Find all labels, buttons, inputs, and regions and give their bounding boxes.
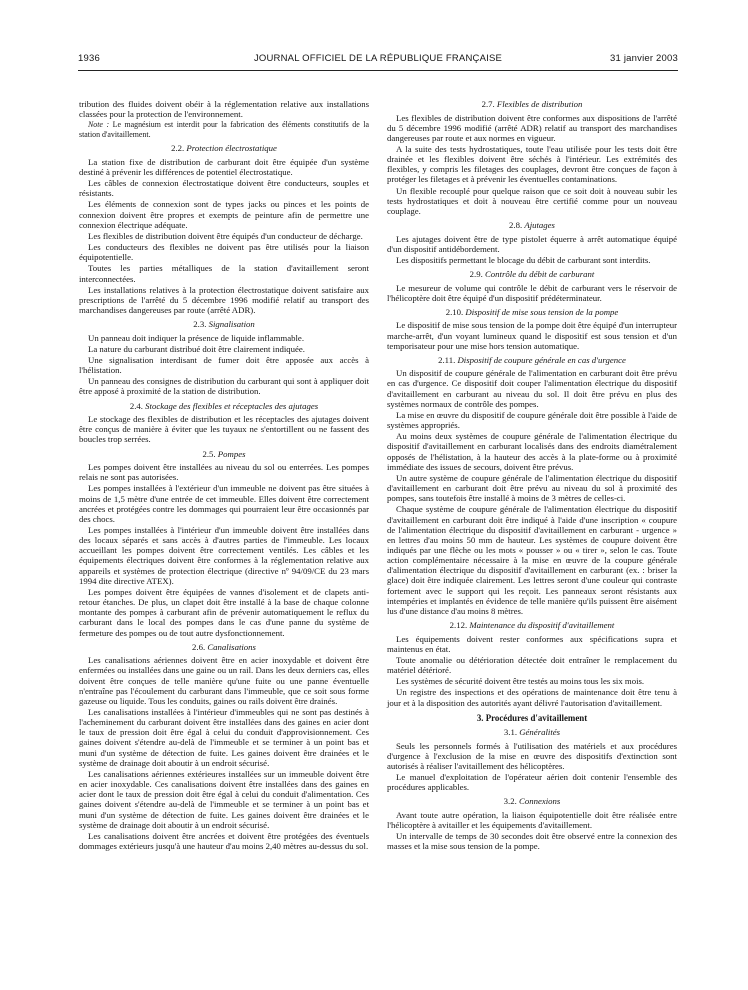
paragraph: Les éléments de connexion sont de types jacks ou pinces et les points de connexion doivent être propres et exempts de peinture afin de permettre une connexion électrique adéquate.: [79, 199, 369, 230]
note-paragraph: [79, 120, 369, 139]
paragraph: Les canalisations doivent être ancrées et doivent être protégées des éventuels dommages extérieurs jusqu'à une hauteur d'au moins 2,40 mètres au-dessus du sol.: [79, 830, 369, 852]
paragraph: Un panneau des consignes de distribution du carburant qui sont à appliquer doit être apposé à proximité de la station de distribution.: [79, 376, 369, 397]
paragraph: Les flexibles de distribution doivent être conformes aux dispositions de l'arrêté du 5 décembre 1996 modifié (arrêté ADR) relatif au transport des marchandises dangereuses par route et aux normes en vigueur.: [387, 112, 677, 143]
paragraph: Les câbles de connexion électrostatique doivent être conducteurs, souples et résistants.: [79, 178, 369, 199]
section-heading-2-6: 2.6. Canalisations: [192, 641, 256, 652]
paragraph: Les dispositifs permettant le blocage du débit de carburant sont interdits.: [396, 254, 651, 265]
paragraph: tribution des fluides doivent obéir à la réglementation relative aux installations classées pour la protection de l'environnement.: [79, 99, 369, 120]
section-heading-2-8: 2.8. Ajutages: [509, 220, 555, 231]
paragraph: Chaque système de coupure générale de l'alimentation électrique du dispositif d'avitaillement en carburant doit être indiqué à l'aide d'une inscription « coupure de l'alimentation électrique du dispositif d'avitaillement en carburant - urgence » en lettres d'au moins 50 mm de hauteur. Les systèmes de coupure doivent être indiqués par une flèche ou les mots « pousser » ou « tirer », selon le cas. Toute action complémentaire nécessaire à la mise en œuvre de la coupure générale d'alimentation électrique du dispositif d'avitaillement en carburant (ex. : briser la glace) doit être indiquée clairement. Les lettres seront d'une couleur qui contraste fortement avec le support qui les reçoit. Les panneaux seront résistants aux intempéries et implantés en évidence de telle manière qu'ils puissent être aisément lus d'une distance d'au moins 8 mètres.: [387, 504, 677, 616]
paragraph: Le stockage des flexibles de distribution et les réceptacles des ajutages doivent être conçus de manière à éviter que les tuyaux ne s'entortillent ou ne fassent des boucles trop serrées.: [79, 414, 369, 445]
section-heading-2-7: 2.7. Flexibles de distribution: [481, 99, 583, 109]
section-heading-2-5: 2.5. Pompes: [202, 448, 246, 459]
paragraph: Au moins deux systèmes de coupure générale de l'alimentation électrique du dispositif d'avitaillement en carburant localisés dans des endroits diamétralement opposés de l'hélistation, à la hauteur des accès à la plate-forme ou à proximité immédiate des issues de secours, doivent être prévus.: [387, 431, 677, 472]
paragraph: Les pompes installées à l'intérieur d'un immeuble doivent être installées dans des locaux séparés et sans accès à d'autres parties de l'immeuble. Les locaux accueillant les pompes doivent être correctement ventilés. Les câbles et les équipements électriques doivent être conformes à la réglementation relative aux appareils et systèmes de protection électrique (directive nº 94/09/CE du 23 mars 1994 dite directive ATEX).: [79, 525, 369, 586]
paragraph: Toutes les parties métalliques de la station d'avitaillement seront interconnectées.: [79, 263, 369, 284]
header-rule: [78, 70, 678, 71]
paragraph: Les conducteurs des flexibles ne doivent pas être utilisés pour la liaison équipotentielle.: [79, 242, 369, 263]
paragraph: Les pompes doivent être équipées de vannes d'isolement et de clapets anti-retour étanches. De plus, un clapet doit être installé à la base de chaque colonne montante des pompes à carburant afin de prévenir automatiquement le reflux du carburant dans le local des pompes dans le cas d'une panne du système de fermeture des pompes ou de tout autre dysfonctionnement.: [79, 586, 369, 638]
paragraph: Les installations relatives à la protection électrostatique doivent satisfaire aux prescriptions de l'arrêté du 5 décembre 1996 modifié relatif au transport des marchandises dangereuses par route (arrêté ADR).: [79, 284, 369, 315]
paragraph: La nature du carburant distribué doit être clairement indiquée.: [88, 343, 305, 354]
page-header: [78, 53, 678, 67]
note-text: Le magnésium est interdit pour la fabrication des éléments constitutifs de la station d'avitaillement.: [79, 120, 369, 139]
paragraph: Seuls les personnels formés à l'utilisation des matériels et aux procédures d'urgence à l'exclusion de la mise en œuvre des dispositifs d'extinction sont autorisés à réaliser l'avitaillement des hélicoptères.: [387, 740, 677, 771]
section-heading-2-12: 2.12. Maintenance du dispositif d'avitaillement: [449, 620, 615, 631]
paragraph: Les équipements doivent rester conformes aux spécifications supra et maintenus en état.: [387, 633, 677, 654]
paragraph: Un dispositif de coupure générale de l'alimentation en carburant doit être prévu en cas d'urgence. Ce dispositif doit couper l'alimentation électrique du dispositif d'avitaillement en carburant au niveau du sol. Il doit être prévu en plus des systèmes normaux de contrôle des pompes.: [387, 368, 677, 409]
section-heading-3-1: 3.1. Généralités: [503, 727, 561, 738]
paragraph: Le manuel d'exploitation de l'opérateur aérien doit contenir l'ensemble des procédures applicables.: [387, 772, 677, 793]
paragraph: Les systèmes de sécurité doivent être testés au moins tous les six mois.: [396, 676, 645, 687]
paragraph: La mise en œuvre du dispositif de coupure générale doit être possible à l'aide de systèmes appropriés.: [387, 409, 677, 431]
right-column: [387, 99, 677, 853]
section-heading-2-9: 2.9. Contrôle du débit de carburant: [469, 269, 595, 280]
paragraph: La station fixe de distribution de carburant doit être équipée d'un système destiné à prévenir les différences de potentiel électrostatique.: [79, 156, 369, 177]
paragraph: Les canalisations installées à l'intérieur d'immeubles qui ne sont pas destinés à l'acheminement du carburant doivent être installées dans des gaines en acier dont le taux de pression doit être égal à celui du conduit d'approvisionnement. Ces gaines doivent s'étendre au-delà de l'immeuble et se terminer à un point bas et muni d'un système de détection de fuite. Les gaines doivent être drainées et le système de drainage doit aboutir à un endroit sécurisé.: [79, 707, 369, 768]
paragraph: Les canalisations aériennes extérieures installées sur un immeuble doivent être en acier inoxydable. Ces canalisations doivent être installées dans des gaines en acier dont le taux de pression doit être égal à celui du conduit d'alimentation. Ces gaines doivent s'étendre au-delà de l'immeuble et se terminer à un point bas et muni d'un système de détection de fuite. Les gaines doivent être drainées et le système de drainage doit aboutir à un endroit sécurisé.: [79, 768, 369, 830]
note-label: Note :: [88, 120, 110, 130]
paragraph: Le mesureur de volume qui contrôle le débit de carburant vers le réservoir de l'hélicoptère doit être équipé d'un dispositif prédéterminateur.: [387, 282, 677, 303]
paragraph: A la suite des tests hydrostatiques, toute l'eau utilisée pour les tests doit être drainée et les flexibles doivent être séchés à l'intérieur. Les extrémités des flexibles, y compris les filetages des couplages, devront être conçues de façon à protéger les filetages et à prévenir les éventuelles contaminations.: [387, 143, 677, 185]
issue-date: 31 janvier 2003: [610, 53, 678, 64]
paragraph: Un flexible recouplé pour quelque raison que ce soit doit à nouveau subir les tests hydrostatiques et doit à nouveau être certifié comme pour un nouveau couplage.: [387, 185, 677, 216]
paragraph: Toute anomalie ou détérioration détectée doit entraîner le remplacement du matériel détérioré.: [387, 654, 677, 676]
paragraph: Avant toute autre opération, la liaison équipotentielle doit être réalisée entre l'hélicoptère à avitailler et les équipements d'avitaillement.: [387, 809, 677, 831]
paragraph: Un registre des inspections et des opérations de maintenance doit être tenu à jour et à la disposition des autorités ayant délivré l'autorisation d'avitaillement.: [387, 687, 677, 708]
paragraph: Les pompes installées à l'extérieur d'un immeuble ne doivent pas être situées à moins de 1,5 mètre d'une entrée de cet immeuble. Elles doivent être correctement ancrées et protégées contre les dommages qui pourraient leur être occasionnés par des chocs.: [79, 483, 369, 524]
section-heading-2-11: 2.11. Dispositif de coupure générale en cas d'urgence: [438, 354, 626, 365]
paragraph: Une signalisation interdisant de fumer doit être apposée aux accès à l'hélistation.: [79, 354, 369, 376]
section-heading-2-3: 2.3. Signalisation: [193, 319, 255, 330]
chapter-heading-3: 3. Procédures d'avitaillement: [476, 712, 588, 723]
paragraph: Les pompes doivent être installées au niveau du sol ou enterrées. Les pompes relais ne sont pas autorisées.: [79, 462, 369, 483]
paragraph: Les ajutages doivent être de type pistolet équerre à arrêt automatique équipé d'un dispositif antidébordement.: [387, 233, 677, 254]
left-column: [79, 99, 369, 852]
section-heading-2-10: 2.10. Dispositif de mise sous tension de la pompe: [445, 306, 619, 317]
paragraph: Un autre système de coupure générale de l'alimentation électrique du dispositif d'avitaillement en carburant doit être prévu au niveau du sol à proximité des pompes, sans toutefois être installé à moins de 3 mètres de celles-ci.: [387, 472, 677, 504]
page-number: 1936: [78, 53, 100, 64]
paragraph: Les flexibles de distribution doivent être équipés d'un conducteur de décharge.: [88, 230, 363, 241]
section-heading-2-2: 2.2. Protection électrostatique: [171, 143, 277, 154]
section-heading-3-2: 3.2. Connexions: [503, 796, 561, 807]
paragraph: Un panneau doit indiquer la présence de liquide inflammable.: [88, 332, 305, 343]
paragraph: Le dispositif de mise sous tension de la pompe doit être équipé d'un interrupteur marche-arrêt, d'un voyant lumineux quand le dispositif est sous tension et d'un temporisateur pour une mise hors tension automatique.: [387, 320, 677, 351]
paragraph: Les canalisations aériennes doivent être en acier inoxydable et doivent être enfermées ou installées dans une gaine ou un rail. Dans les deux derniers cas, elles doivent être conçues de telle manière qu'une fuite ou une panne éventuelle n'entraîne pas l'écoulement du carburant dans l'immeuble, que ce soit sous forme gazeuse ou liquide. Tous les conduits, gaines ou rails doivent être drainés.: [79, 655, 369, 706]
journal-title: JOURNAL OFFICIEL DE LA RÉPUBLIQUE FRANÇAISE: [253, 53, 503, 64]
section-heading-2-4: 2.4. Stockage des flexibles et réceptacles des ajutages: [129, 400, 319, 411]
paragraph: Un intervalle de temps de 30 secondes doit être observé entre la connexion des masses et la mise sous tension de la pompe.: [387, 831, 677, 852]
